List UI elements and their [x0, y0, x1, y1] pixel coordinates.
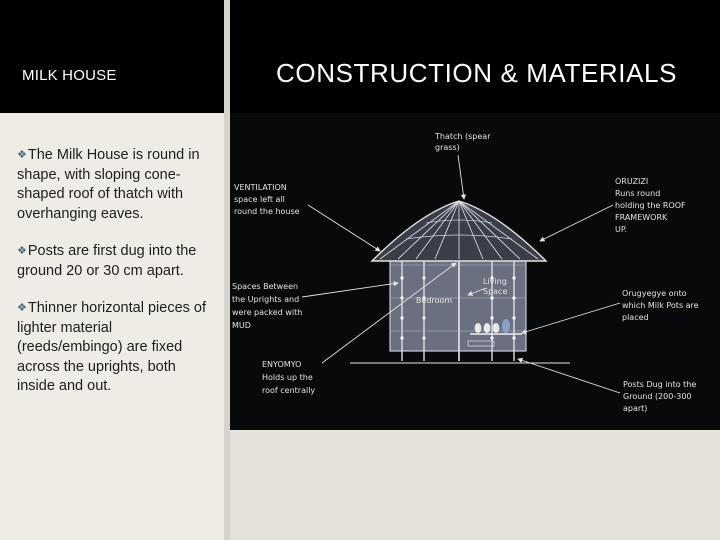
bullet-item: [17, 146, 217, 224]
thatch-label: grass): [435, 143, 460, 152]
ventilation-label: VENTILATION: [234, 183, 287, 192]
spaces-label: were packed with: [232, 308, 303, 317]
posts-label: Posts Dug into the: [623, 380, 697, 389]
bullet-text: Posts are first dug into the ground 20 or 30 cm apart.: [17, 243, 197, 279]
bullet-list: [17, 146, 217, 415]
oruzizi-label: FRAMEWORK: [615, 213, 668, 222]
ventilation-label: round the house: [234, 207, 300, 216]
orugyegye-label: which Milk Pots are: [622, 301, 699, 310]
living-space-label: Living: [483, 277, 507, 286]
header-right-panel: [230, 0, 720, 113]
posts-label: Ground (200-300: [623, 392, 692, 401]
orugyegye-label: placed: [622, 313, 649, 322]
diamond-bullet-icon: ❖: [17, 149, 27, 161]
diamond-bullet-icon: ❖: [17, 245, 27, 257]
bullet-text: The Milk House is round in shape, with sloping cone-shaped roof of thatch with overhanging eaves.: [17, 147, 200, 222]
section-label: MILK HOUSE: [22, 67, 117, 84]
spaces-label: the Uprights and: [232, 295, 300, 304]
oruzizi-label: Runs round: [615, 189, 661, 198]
spaces-label: Spaces Between: [232, 282, 299, 291]
enyomyo-label: roof centrally: [262, 386, 316, 395]
thatch-label: Thatch (spear: [435, 132, 491, 141]
orugyegye-label: Orugyegye onto: [622, 289, 687, 298]
oruzizi-label: UP.: [615, 225, 627, 234]
oruzizi-label: ORUZIZI: [615, 177, 649, 186]
spaces-label: MUD: [232, 321, 251, 330]
enyomyo-label: Holds up the: [262, 373, 313, 382]
ventilation-label: space left all: [234, 195, 285, 204]
living-space-label: Space: [483, 287, 508, 296]
milk-house-sketch: [230, 113, 720, 430]
bedroom-label: Bedroom: [416, 296, 453, 305]
bullet-text: Thinner horizontal pieces of lighter material (reeds/embingo) are fixed across the uprights, both inside and out.: [17, 300, 207, 394]
enyomyo-label: ENYOMYO: [262, 360, 302, 369]
bullet-item: [17, 299, 217, 397]
posts-label: apart): [623, 404, 648, 413]
slide-title: CONSTRUCTION & MATERIALS: [276, 58, 678, 88]
oruzizi-label: holding the ROOF: [615, 201, 686, 210]
bullet-item: [17, 242, 217, 281]
header-left-panel: [0, 0, 224, 113]
diamond-bullet-icon: ❖: [17, 302, 27, 314]
